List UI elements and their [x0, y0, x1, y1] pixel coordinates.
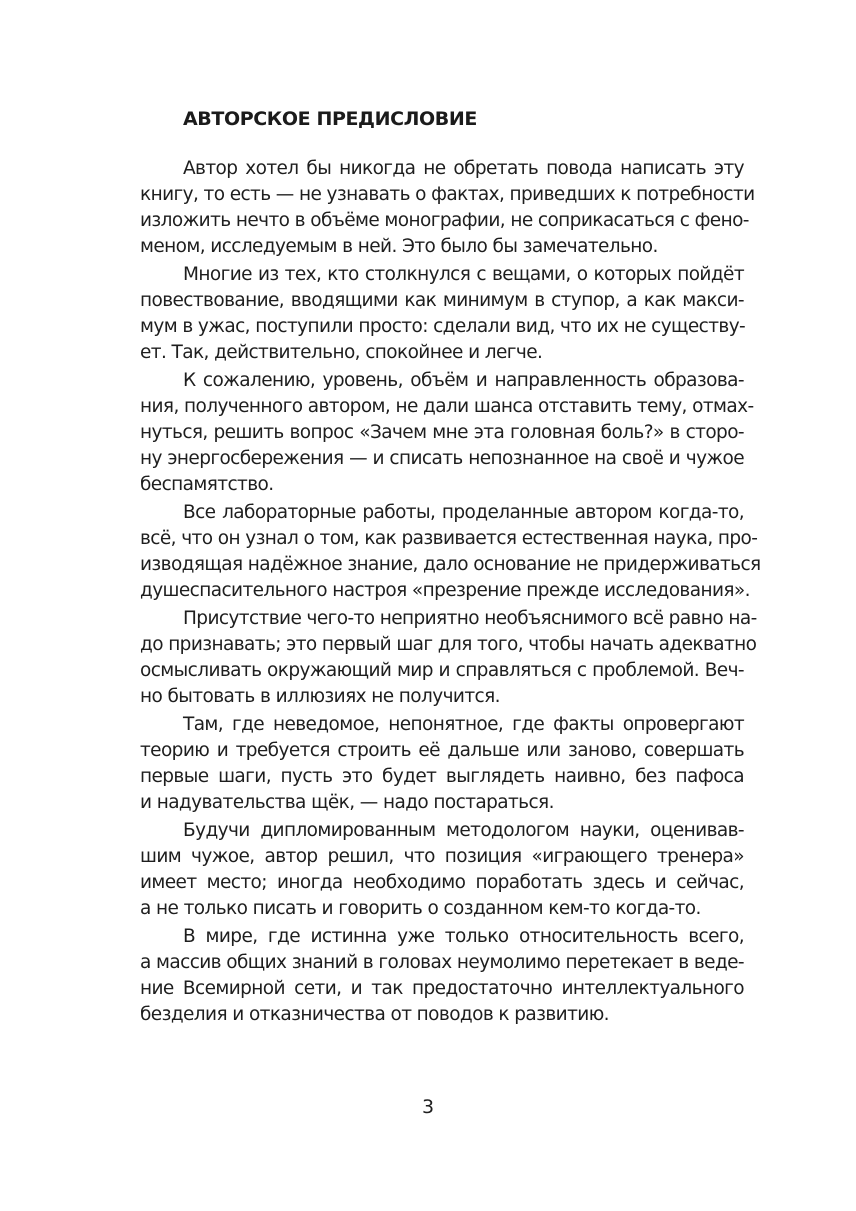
text-line: Автор хотел бы никогда не обретать повода написать эту — [183, 158, 744, 179]
text-line: ния, полученного автором, не дали шанса отставить тему, отмах- — [140, 396, 754, 417]
text-line: изводящая надёжное знание, дало основание не придерживаться — [140, 554, 761, 575]
text-line: ну энергосбережения — и списать непознанное на своё и чужое — [140, 448, 744, 469]
chapter-heading: АВТОРСКОЕ ПРЕДИСЛОВИЕ — [183, 108, 477, 130]
text-line: имеет место; иногда необходимо поработать здесь и сейчас, — [140, 872, 744, 893]
text-line: ние Всемирной сети, и так предостаточно интеллектуального — [140, 978, 744, 999]
text-line: но бытовать в иллюзиях не получится. — [140, 686, 500, 707]
text-line: мум в ужас, поступили просто: сделали вид, что их не существу- — [140, 316, 746, 337]
text-line: Все лабораторные работы, проделанные автором когда-то, — [183, 502, 744, 523]
page-number: 3 — [421, 1096, 435, 1118]
text-line: Многие из тех, кто столкнулся с вещами, о которых пойдёт — [183, 264, 744, 285]
text-line: а массив общих знаний в головах неумолимо перетекает в веде- — [140, 952, 744, 973]
text-line: и надувательства щёк, — надо постараться. — [140, 792, 554, 813]
text-line: душеспасительного настроя «презрение прежде исследования». — [140, 580, 750, 601]
text-line: меном, исследуемым в ней. Это было бы замечательно. — [140, 236, 658, 257]
text-line: первые шаги, пусть это будет выглядеть наивно, без пафоса — [140, 766, 744, 787]
text-line: изложить нечто в объёме монографии, не соприкасаться с фено- — [140, 210, 749, 231]
text-line: повествование, вводящими как минимум в ступор, а как макси- — [140, 290, 744, 311]
text-line: безделия и отказничества от поводов к развитию. — [140, 1004, 609, 1025]
text-line: нуться, решить вопрос «Зачем мне эта головная боль?» в сторо- — [140, 422, 744, 443]
text-line: до признавать; это первый шаг для того, чтобы начать адекватно — [140, 634, 757, 655]
text-line: осмысливать окружающий мир и справляться с проблемой. Веч- — [140, 660, 744, 681]
text-line: Там, где неведомое, непонятное, где факты опровергают — [183, 714, 744, 735]
text-line: ет. Так, действительно, спокойнее и легче. — [140, 342, 543, 363]
text-line: теорию и требуется строить её дальше или заново, совершать — [140, 740, 744, 761]
text-line: шим чужое, автор решил, что позиция «играющего тренера» — [140, 846, 744, 867]
text-line: Присутствие чего-то неприятно необъяснимого всё равно на- — [183, 608, 757, 629]
text-line: книгу, то есть — не узнавать о фактах, приведших к потребности — [140, 184, 755, 205]
text-line: всё, что он узнал о том, как развивается естественная наука, про- — [140, 528, 758, 549]
text-line: В мире, где истинна уже только относительность всего, — [183, 926, 744, 947]
text-line: беспамятство. — [140, 474, 274, 495]
text-line: Будучи дипломированным методологом науки, оценивав- — [183, 820, 744, 841]
text-line: а не только писать и говорить о созданном кем-то когда-то. — [140, 898, 701, 919]
text-line: К сожалению, уровень, объём и направленность образова- — [183, 370, 744, 391]
